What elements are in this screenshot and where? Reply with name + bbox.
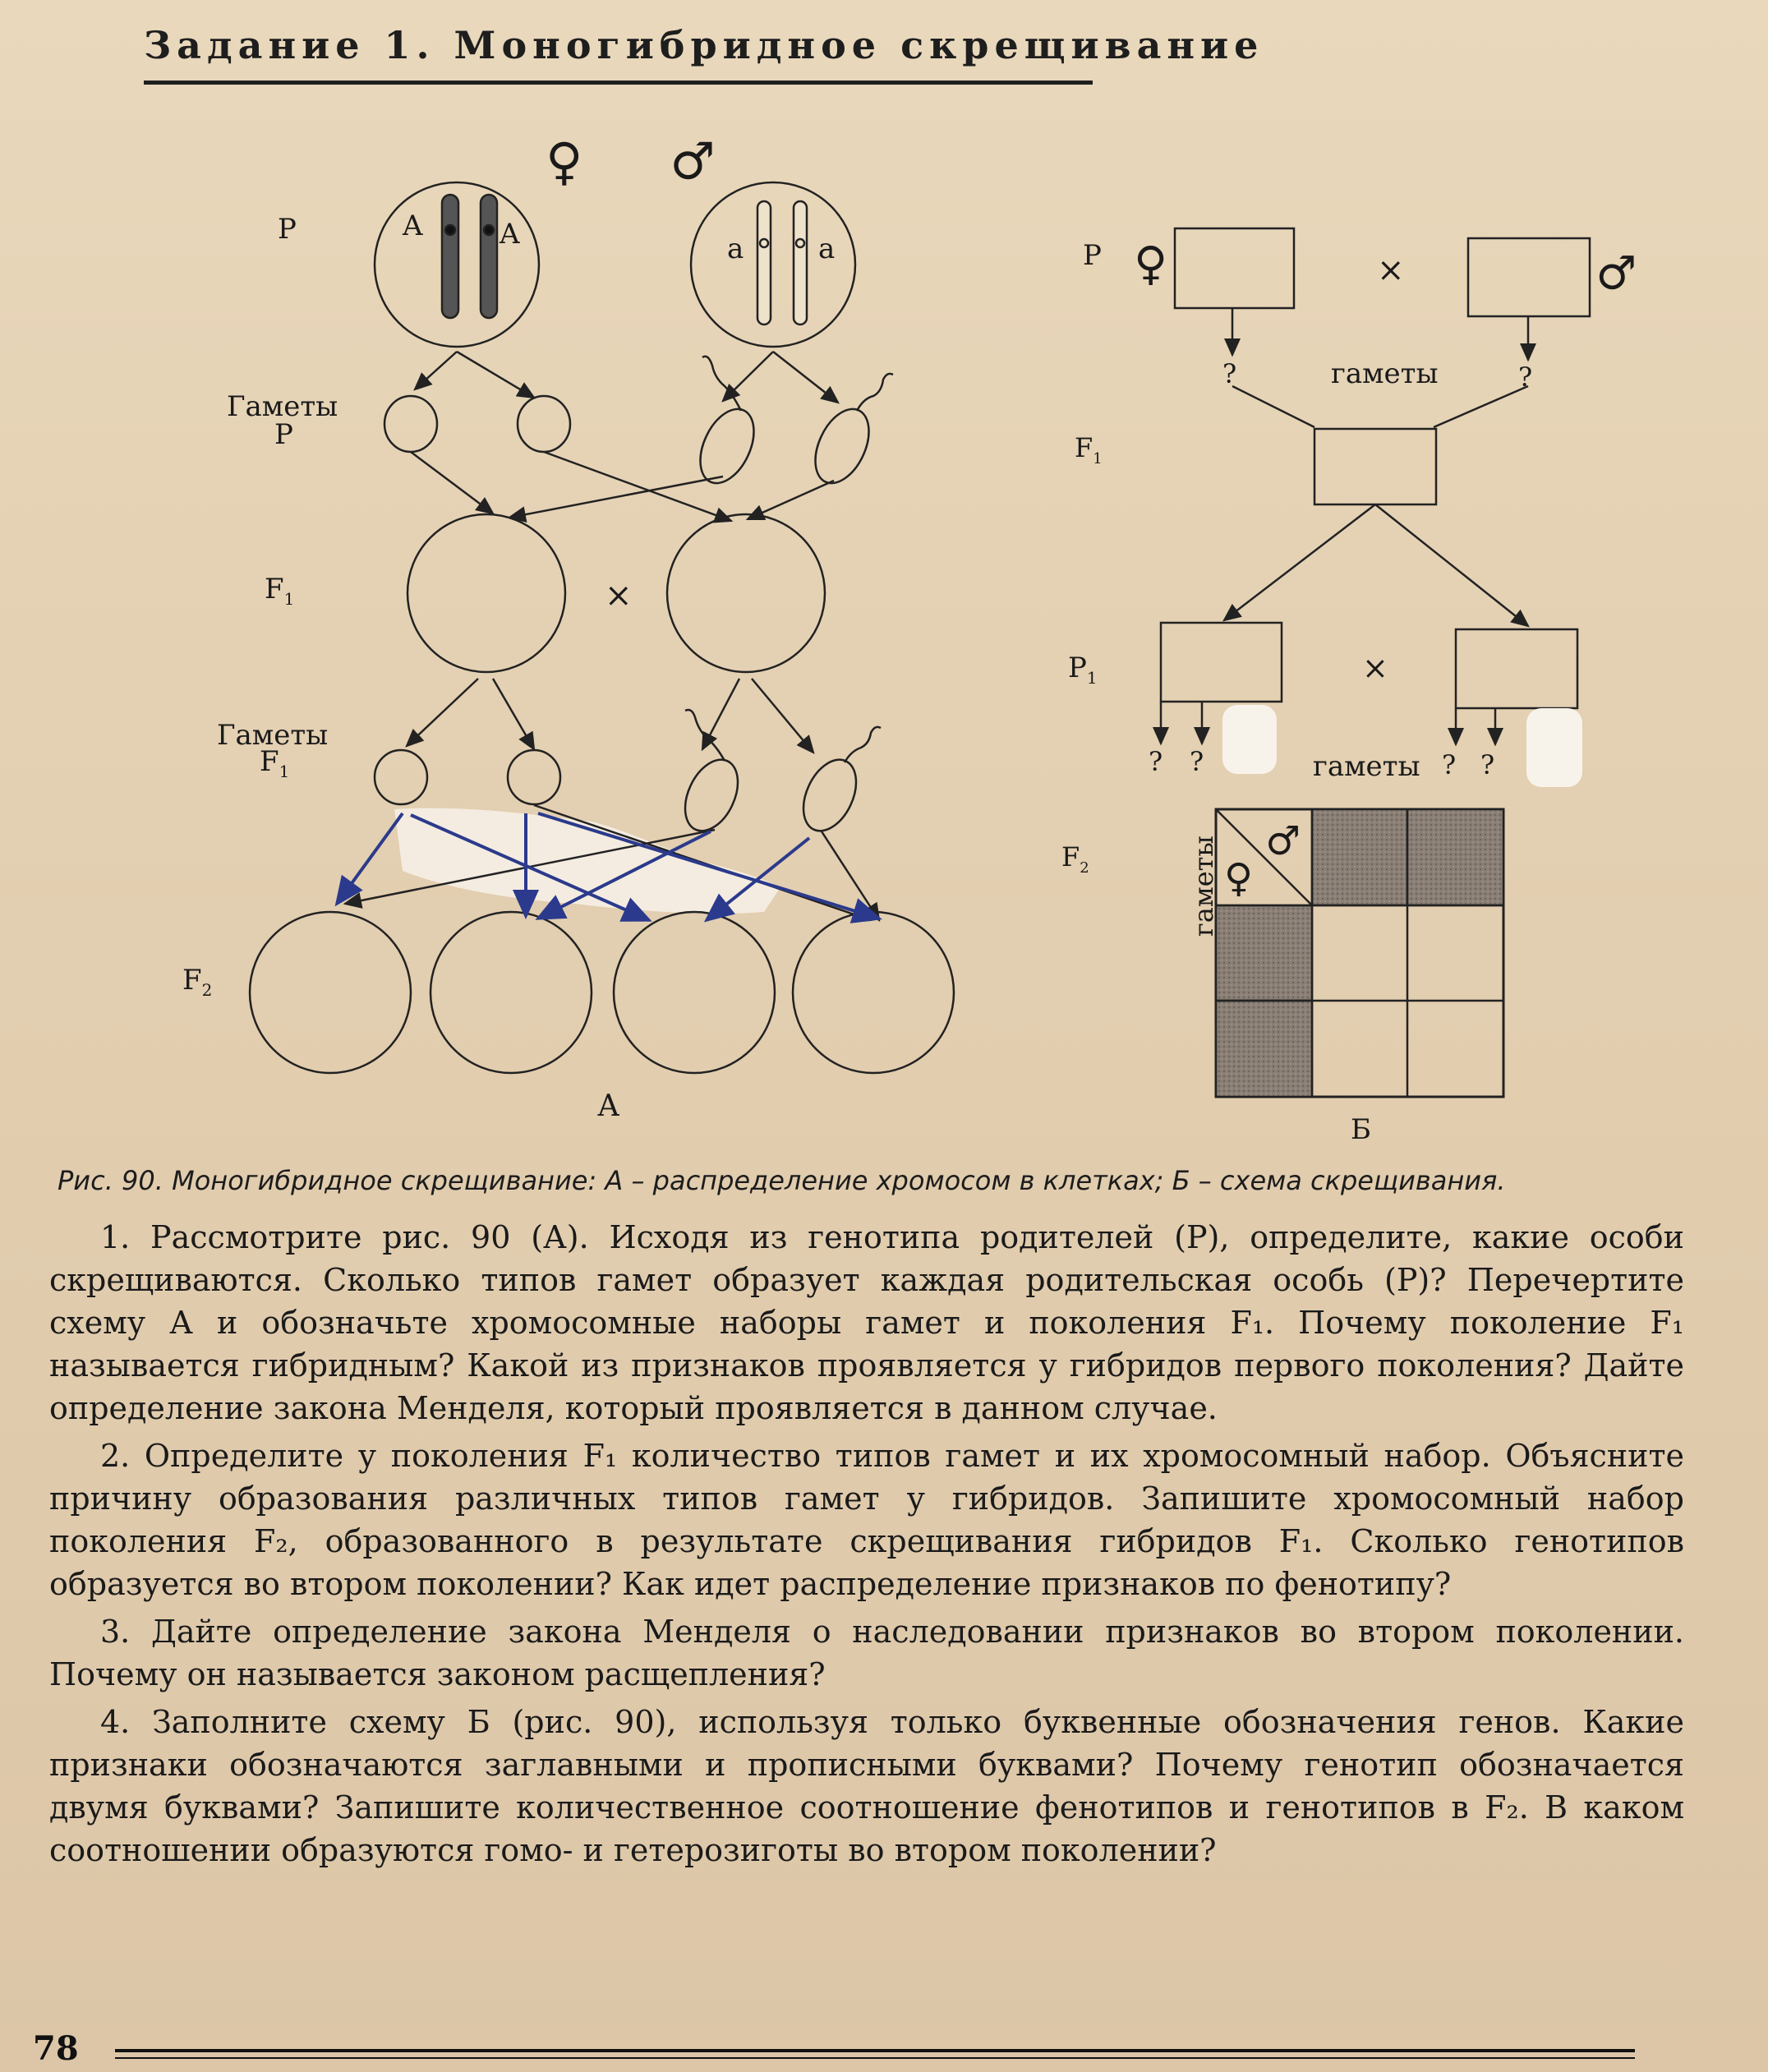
- gamete-sperm-2: [804, 401, 879, 492]
- f1-gamete-sperm-2: [793, 751, 867, 839]
- f2-cell-1: [250, 912, 411, 1073]
- grid-female-symbol: ♀: [1224, 855, 1254, 901]
- paragraph-4: 4. Заполните схему Б (рис. 90), используя только буквенные обозначения генов. Какие признаки обозначаются заглавными и прописными буквами? Почему генотип обозначается двумя буквами? Запишите количественное соотношение фенотипов и генотипов в F₂. В каком соотношении образуются гомо- и гетерозиготы во втором поколении?: [49, 1704, 1684, 1868]
- grid-side-cell-2: [1216, 1001, 1312, 1097]
- label-f1-b: $F_1$: [1075, 432, 1103, 467]
- f1-gamete-egg-1: [375, 750, 427, 804]
- female-symbol-a: ♀: [546, 131, 583, 191]
- unknown-b2: ?: [1518, 361, 1533, 393]
- f1-cell-2: [667, 514, 825, 672]
- figure-a: [250, 182, 954, 1073]
- unknown-b6: ?: [1480, 749, 1495, 780]
- f2-cell-2: [430, 912, 592, 1073]
- grid-header-cell-1: [1312, 809, 1407, 905]
- unknown-b5: ?: [1442, 749, 1457, 780]
- f2-cell-3: [614, 912, 775, 1073]
- grid-side-cell-1: [1216, 905, 1312, 1001]
- male-symbol-a: ♂: [670, 131, 716, 191]
- chromosome-dominant-1: [442, 195, 458, 318]
- b-p1-female-box: [1161, 623, 1282, 702]
- grid-header-cell-2: [1407, 809, 1503, 905]
- figure-a-label: А: [597, 1089, 620, 1123]
- label-f1-a: $F_1$: [265, 573, 295, 609]
- cross-sign-b2: ×: [1362, 650, 1388, 686]
- figure-b-label: Б: [1351, 1113, 1371, 1146]
- task-text: [49, 1216, 1684, 1876]
- chromosome-dominant-2: [481, 195, 497, 318]
- allele-r-left: a: [727, 233, 744, 265]
- f1-cell-1: [407, 514, 565, 672]
- chromosome-recessive-2: [794, 201, 807, 325]
- label-f2-a: $F_2$: [182, 964, 213, 1000]
- f2-cell-4: [793, 912, 954, 1073]
- b-parent-male-box: [1468, 238, 1590, 316]
- unknown-b1: ?: [1222, 358, 1237, 389]
- chromosome-recessive-1: [757, 201, 771, 325]
- male-symbol-b: ♂: [1595, 247, 1637, 301]
- cross-sign-b1: ×: [1377, 251, 1405, 289]
- footer-rule-thin: [115, 2057, 1635, 2059]
- footer-rule: [115, 2049, 1635, 2052]
- paragraph-2: 2. Определите у поколения F₁ количество типов гамет и их хромосомный набор. Объясните причину образования различных типов гамет у гибридов. Запишите хромосомный набор поколения F₂, образованного в результате скрещивания гибридов F₁. Сколько генотипов образуется во втором поколении? Как идет распределение признаков по фенотипу?: [49, 1438, 1684, 1602]
- label-gametes-f1-sub: $F_1$: [260, 745, 290, 781]
- grid-male-symbol: ♂: [1265, 818, 1301, 864]
- page-number: 78: [33, 2029, 79, 2068]
- figure-caption: Рис. 90. Моногибридное скрещивание: А – распределение хромосом в клетках; Б – схема скрещивания.: [58, 1165, 1506, 1196]
- label-gametes-p-sub: P: [274, 418, 293, 451]
- gametes-label-b2: гаметы: [1313, 750, 1420, 783]
- b-f1-box: [1314, 429, 1436, 504]
- label-p1-b: $P_1$: [1068, 652, 1098, 688]
- grid-side-label: гаметы: [1188, 836, 1219, 937]
- gamete-sperm-1: [689, 401, 764, 492]
- f1-gamete-egg-2: [508, 750, 560, 804]
- label-p-a: P: [278, 213, 297, 246]
- f1-gamete-sperm-1: [675, 751, 748, 839]
- label-gametes-f1: Гаметы: [217, 719, 329, 752]
- allele-r-right: a: [818, 233, 836, 265]
- allele-a-left: A: [403, 210, 423, 242]
- label-f2-b: $F_2$: [1061, 841, 1089, 877]
- label-p-b: P: [1083, 239, 1102, 272]
- gametes-label-b1: гаметы: [1331, 357, 1439, 390]
- female-symbol-b: ♀: [1134, 237, 1167, 291]
- unknown-b4: ?: [1190, 746, 1204, 777]
- cross-sign-a: ×: [605, 577, 633, 615]
- unknown-b3: ?: [1149, 746, 1163, 777]
- paragraph-3: 3. Дайте определение закона Менделя о наследовании признаков во втором поколении. Почему он называется законом расщепления?: [49, 1614, 1684, 1692]
- paragraph-1: 1. Рассмотрите рис. 90 (А). Исходя из генотипа родителей (Р), определите, какие особи скрещиваются. Сколько типов гамет образует каждая родительская особь (Р)? Перечертите схему А и обозначьте хромосомные наборы гамет и поколения F₁. Почему поколение F₁ называется гибридным? Какой из признаков проявляется у гибридов первого поколения? Дайте определение закона Менделя, который проявляется в данном случае.: [49, 1219, 1684, 1426]
- page-title: Задание 1. Моногибридное скрещивание: [144, 23, 1264, 67]
- label-gametes-p: Гаметы: [227, 390, 338, 423]
- b-parent-female-box: [1175, 228, 1294, 308]
- gamete-egg-1: [384, 396, 437, 452]
- allele-a-right: A: [500, 218, 520, 251]
- gamete-egg-2: [518, 396, 570, 452]
- b-p1-male-box: [1456, 629, 1577, 708]
